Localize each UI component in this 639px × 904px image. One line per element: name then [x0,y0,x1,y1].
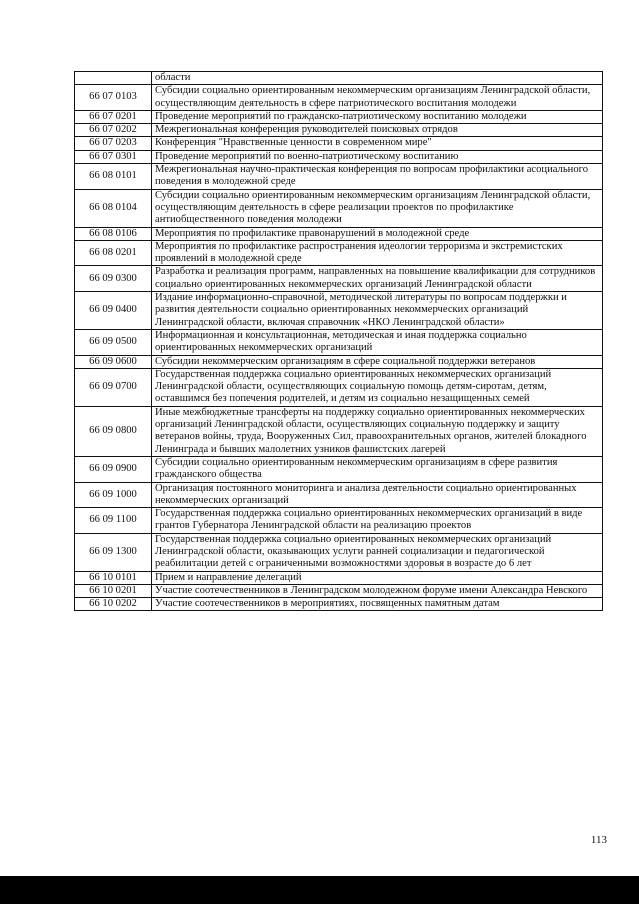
row-code: 66 08 0201 [75,240,152,266]
table-row [75,137,603,150]
table-row [75,355,603,368]
table-row [75,368,603,406]
table-row [75,292,603,330]
table-row [75,189,603,227]
row-description: Межрегиональная конференция руководителей поисковых отрядов [152,124,603,137]
row-description: Иные межбюджетные трансферты на поддержку социально ориентированных некоммерческих организаций Ленинградской области, осуществляющих социальную поддержку и защиту ветеранов войны, труда, Вооруженных Сил, правоохранительных органов, жителей блокадного Ленинграда и бывших малолетних узников фашистских лагерей [152,406,603,456]
scan-border [0,876,639,904]
table-row [75,456,603,482]
row-description: Организация постоянного мониторинга и анализа деятельности социально ориентированных некоммерческих организаций [152,482,603,508]
table-row [75,406,603,456]
row-code: 66 07 0301 [75,150,152,163]
row-code: 66 07 0103 [75,85,152,111]
row-code: 66 09 0300 [75,266,152,292]
row-description: Субсидии некоммерческим организациям в сфере социальной поддержки ветеранов [152,355,603,368]
table-row [75,598,603,611]
row-description: области [152,72,603,85]
row-description: Государственная поддержка социально ориентированных некоммерческих организаций в виде грантов Губернатора Ленинградской области на реализацию проектов [152,508,603,534]
table-row [75,482,603,508]
budget-codes-table [74,71,603,611]
row-description: Мероприятия по профилактике правонарушений в молодежной среде [152,227,603,240]
row-code: 66 07 0203 [75,137,152,150]
row-code: 66 09 0900 [75,456,152,482]
row-description: Мероприятия по профилактике распространения идеологии терроризма и экстремистских проявлений в молодежной среде [152,240,603,266]
table-row [75,533,603,571]
row-description: Субсидии социально ориентированным некоммерческим организациям Ленинградской области, осуществляющим деятельность в сфере реализации проектов по профилактике антиобщественного поведения молодежи [152,189,603,227]
row-code [75,72,152,85]
row-description: Разработка и реализация программ, направленных на повышение квалификации для сотрудников социально ориентированных некоммерческих организаций Ленинградской области [152,266,603,292]
row-code: 66 08 0106 [75,227,152,240]
row-description: Государственная поддержка социально ориентированных некоммерческих организаций Ленинградской области, оказывающих услуги ранней социализации и педагогической реабилитации детей с ограниченными возможностями здоровья в возрасте до 6 лет [152,533,603,571]
row-code: 66 10 0202 [75,598,152,611]
row-code: 66 10 0101 [75,571,152,584]
row-code: 66 08 0101 [75,164,152,190]
row-code: 66 09 1300 [75,533,152,571]
table-row [75,124,603,137]
page-number: 113 [590,834,607,846]
table-row [75,164,603,190]
row-description: Конференция "Нравственные ценности в современном мире" [152,137,603,150]
row-description: Проведение мероприятий по военно-патриотическому воспитанию [152,150,603,163]
table-row [75,266,603,292]
row-description: Государственная поддержка социально ориентированных некоммерческих организаций Ленинградской области, осуществляющих социальную помощь детям-сиротам, детям, оставшимся без попечения родителей, и детям из социально незащищенных семей [152,368,603,406]
table-body [75,72,603,611]
row-code: 66 08 0104 [75,189,152,227]
row-description: Участие соотечественников в Ленинградском молодежном форуме имени Александра Невского [152,584,603,597]
row-code: 66 09 0800 [75,406,152,456]
table-row [75,150,603,163]
table-row [75,508,603,534]
row-code: 66 07 0201 [75,110,152,123]
row-code: 66 09 1100 [75,508,152,534]
row-description: Субсидии социально ориентированным некоммерческим организациям Ленинградской области, осуществляющим деятельность в сфере патриотического воспитания молодежи [152,85,603,111]
row-code: 66 10 0201 [75,584,152,597]
row-description: Информационная и консультационная, методическая и иная поддержка социально ориентированных некоммерческих организаций [152,329,603,355]
row-code: 66 09 1000 [75,482,152,508]
row-description: Издание информационно-справочной, методической литературы по вопросам поддержки и развития деятельности социально ориентированных некоммерческих организаций Ленинградской области, включая справочник «НКО Ленинградской области» [152,292,603,330]
row-code: 66 09 0400 [75,292,152,330]
row-code: 66 09 0700 [75,368,152,406]
row-code: 66 09 0600 [75,355,152,368]
row-description: Проведение мероприятий по гражданско-патриотическому воспитанию молодежи [152,110,603,123]
row-description: Участие соотечественников в мероприятиях, посвященных памятным датам [152,598,603,611]
row-code: 66 09 0500 [75,329,152,355]
row-description: Прием и направление делегаций [152,571,603,584]
row-code: 66 07 0202 [75,124,152,137]
table-row [75,329,603,355]
table-row [75,571,603,584]
row-description: Межрегиональная научно-практическая конференция по вопросам профилактики асоциального поведения в молодежной среде [152,164,603,190]
table-row [75,227,603,240]
table-row [75,240,603,266]
table-row [75,584,603,597]
table-row [75,72,603,85]
table-row [75,110,603,123]
table-row [75,85,603,111]
row-description: Субсидии социально ориентированным некоммерческим организациям в сфере развития гражданского общества [152,456,603,482]
